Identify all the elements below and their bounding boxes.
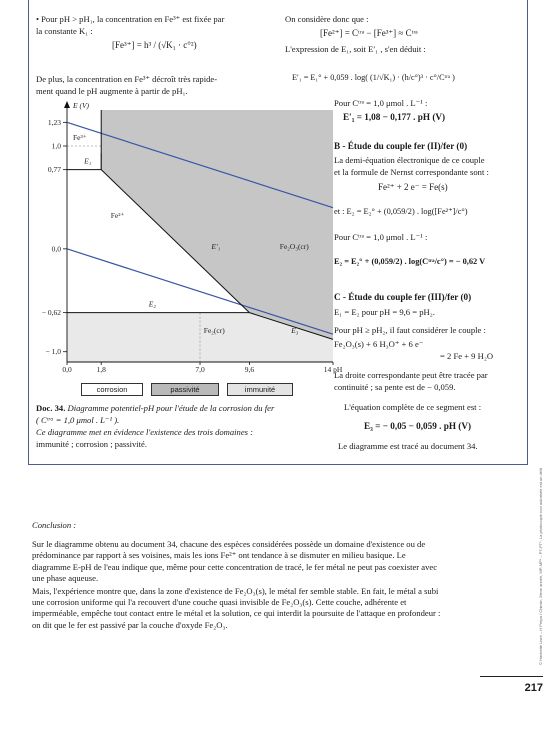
section-b-result: E₂ = E₂° + (0,059/2) . log(Cᵗʳᵃ/c°) = − 0,62 V [334, 257, 486, 266]
x-tick-label-2: 7,0 [195, 365, 205, 374]
label-e2: E₂ [148, 299, 156, 309]
section-c-title: C - Étude du couple fer (III)/fer (0) [334, 292, 472, 302]
page-number-rule [480, 676, 543, 677]
label-e1: E₁ [84, 156, 92, 166]
intro-line-2: la constante K₁ : [36, 26, 93, 36]
y-tick-label-2: 0,77 [47, 165, 61, 175]
conclusion-title: Conclusion : [32, 520, 77, 530]
label-e1prime: E′₁ [211, 241, 221, 251]
y-tick-label-5: − 1,0 [45, 347, 61, 357]
y-axis-arrow [64, 101, 70, 108]
legend-immunite: immunité [227, 383, 293, 396]
section-b-line-5: Pour Cᵗʳᵃ = 1,0 μmol . L⁻¹ : [334, 232, 428, 242]
copyright-margin-note: © Hachette Livre – H Prépa / Chimie, 2ème année, MP-MP* – PT-PT*, La photocopie non autorisée est un délit [538, 468, 543, 665]
page-number: 217 [524, 682, 543, 694]
y-tick-label-1: 1,0 [51, 141, 61, 151]
para2-line-1: De plus, la concentration en Fe³⁺ décroît très rapide- [36, 74, 218, 84]
y-tick-label-3: 0,0 [51, 244, 61, 254]
section-b-title: B - Étude du couple fer (II)/fer (0) [334, 141, 468, 151]
section-c-line-7: L'équation complète de ce segment est : [344, 402, 482, 412]
label-fe3plus: Fe³⁺ [73, 132, 87, 142]
x-tick-label-1: 1,8 [96, 365, 106, 374]
section-c-line-5: La droite correspondante peut être tracée par [334, 370, 488, 380]
intro-line-1: • Pour pH > pH₁, la concentration en Fe³⁺ est fixée par [36, 14, 225, 24]
label-fe2plus: Fe²⁺ [110, 211, 125, 220]
right-eq-e1prime: E′₁ = E₁° + 0,059 . log( (1/√K₁) · (h/c°)³ · c°/Cᵗʳᵃ ) [292, 73, 455, 82]
conclusion [32, 520, 444, 633]
right-eq-fe2: [Fe²⁺] = Cᵗʳᵃ − [Fe³⁺] ≈ Cᵗʳᵃ [320, 28, 418, 38]
y-tick-label-4: − 0,62 [41, 308, 61, 318]
label-fe2o3: Fe₂O₃(cr) [279, 241, 309, 251]
right-result-e1prime: E′₁ = 1,08 − 0,177 . pH (V) [343, 112, 446, 122]
right-line-1: On considère donc que : [285, 14, 369, 24]
section-c-line-2: Pour pH ≥ pH₂, il faut considérer le couple : [334, 325, 486, 335]
right-line-3: L'expression de E₁, soit E′₁ , s'en déduit : [285, 44, 426, 54]
y-axis-label: E (V) [73, 101, 90, 110]
doc-caption-line-2: ( Cᵗʳᵃ = 1,0 μmol . L⁻¹ ). [36, 415, 120, 425]
section-b-half-equation: Fe²⁺ + 2 e⁻ = Fe(s) [378, 182, 448, 192]
x-tick-label-0: 0,0 [62, 365, 72, 374]
x-tick-label-3: 9,6 [244, 365, 255, 374]
section-c-line-4: = 2 Fe + 9 H₂O [440, 351, 494, 361]
section-b-line-1: La demi-équation électronique de ce couple [334, 155, 485, 165]
doc-caption-line-3: Ce diagramme met en évidence l'existence des trois domaines : [36, 427, 254, 437]
section-c-line-6: continuité ; sa pente est de − 0,059. [334, 382, 456, 392]
section-b-nernst: et : E₂ = E₂° + (0,059/2) . log([Fe²⁺]/c°) [334, 207, 468, 216]
x-tick-label-4: 14 pH [323, 365, 343, 374]
label-e3: E₃ [291, 326, 299, 336]
conclusion-paragraph-2: Mais, l'expérience montre que, dans la zone d'existence de Fe₂O₃(s), le métal fer semble stable. En fait, le métal a subi une corrosion uniforme qui l'a recouvert d'une couche quasi invisible de Fe₂O₃(s). Cette couche, adhérente et imperméable, empêche tout contact entre le métal et la solution, ce qui interdit la poursuite de l'attaque en profondeur : on dit que le fer est passivé par la couche d'oxyde Fe₂O₃. [32, 586, 441, 630]
section-c-line-3: Fe₂O₃(s) + 6 H₃O⁺ + 6 e⁻ [334, 339, 424, 349]
legend-corrosion: corrosion [81, 383, 143, 396]
doc-caption-line-4: immunité ; corrosion ; passivité. [36, 439, 147, 449]
y-tick-label-0: 1,23 [47, 117, 61, 127]
label-fe-solid: Fe₂(cr) [203, 326, 225, 336]
section-c-result: E₃ = − 0,05 − 0,059 . pH (V) [364, 421, 472, 431]
section-b-line-2: et la formule de Nernst correspondante sont : [334, 167, 489, 177]
section-c-line-9: Le diagramme est tracé au document 34. [338, 441, 478, 451]
eq-fe3: [Fe³⁺] = h³ / (√K₁ · c°²) [112, 40, 197, 50]
para2-line-2: ment quand le pH augmente à partir de pH₁. [36, 86, 188, 96]
conclusion-paragraph-1: Sur le diagramme obtenu au document 34, chacune des espèces considérées possède un domaine d'existence ou de prédominance par rapport à ses voisines, mais les ions Fe²⁺ ont tendance à se dismuter en milieu basique. Le diagramme E-pH de l'eau indique que, même pour cette concentration de tracé, le fer métal ne peut pas coexister avec une phase aqueuse. [32, 539, 438, 583]
section-c-line-1: E₁ = E₂ pour pH = 9,6 = pH₂. [334, 307, 435, 317]
doc-caption-line-1: Doc. 34. Diagramme potentiel-pH pour l'étude de la corrosion du fer [36, 403, 275, 413]
legend-passivite: passivité [151, 383, 219, 396]
right-line-5: Pour Cᵗʳᵃ = 1,0 μmol . L⁻¹ : [334, 98, 428, 108]
